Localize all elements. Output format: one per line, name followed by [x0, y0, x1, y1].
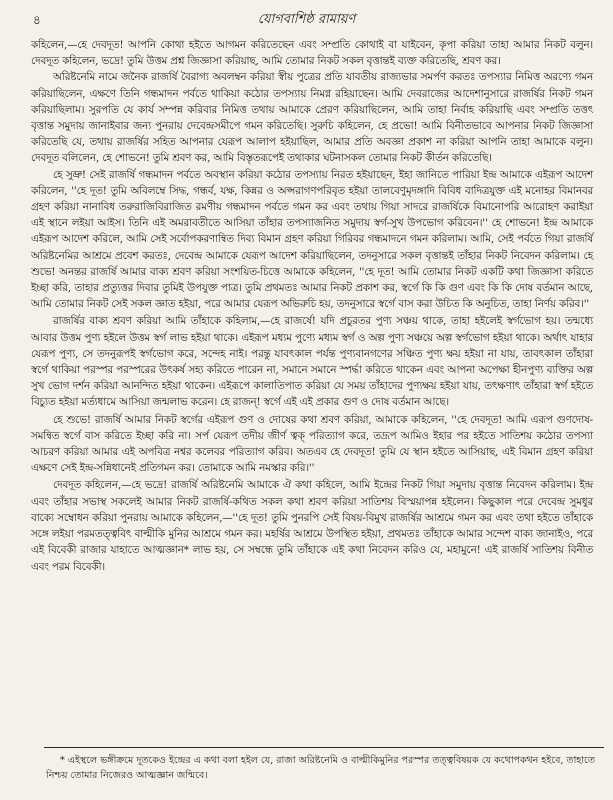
paragraph: অরিষ্টনেমি নামে জনৈক রাজর্ষি বৈরাগ্য অবলম্বন করিয়া স্বীয় পুত্রের প্রতি যাবতীয় রাজ্যভার সমর্পণ করতঃ তপস্যার নিমিত্ত অরণ্যে গমন করিয়াছিলেন, এক্ষণে তিনি গন্ধমাদন পর্বতে থাকিয়া কঠোর তপস্যায় নিমগ্ন রহিয়াছেন। আমি দেবরাজের আদেশানুসারে রাজর্ষির নিকট গমন করিয়াছিলাম। সুরপতি যে কার্য সম্পন্ন করিবার নিমিত্ত তথায় আমাকে প্রেরণ করিয়াছিলেন, আমি তাহা নির্বাহ করিয়াছি এবং সম্প্রতি তত্তৎ বৃত্তান্ত সমুদায় জানাইবার জন্য পুনরায় দেবেন্দ্রসমীপে গমন করিতেছি। সুরুচি কহিলেন, হে প্রভো! আমি বিনীতভাবে আপনার নিকট জিজ্ঞাসা করিতেছি যে, তথায় রাজর্ষির সহিত আপনার যেরূপ আলাপ হইয়াছিল, আমার প্রতি অবজ্ঞা প্রকাশ না করিয়া আপনি তাহা আমাকে বলুন। দেবদূত বলিলেন, হে শোভনে! তুমি শ্রবণ কর, আমি বিস্তৃতরূপেই তথাকার ঘটনাসকল তোমার নিকট কীর্তন করিতেছি। [31, 71, 593, 165]
body-text [31, 37, 593, 575]
paragraph: হে সুভ্রু! সেই রাজর্ষি গন্ধমাদন পর্বতে অবস্থান করিয়া কঠোর তপস্যায় নিরত হইয়াছেন, ইহা জানিতে পারিয়া ইন্দ্র আমাকে এইরূপ আদেশ করিলেন, ''হে দূত! তুমি অবিলম্বে সিদ্ধ, গন্ধর্ব, যক্ষ, কিন্নর ও অপ্সরাগণপরিবৃত হইয়া তালবেণুমৃদঙ্গাদি বিবিধ বাদিত্রযুক্ত এই মনোহর বিমানবর গ্রহণ করিয়া নানাবিধ তরুরাজিবিরাজিত রমণীয় গন্ধমাদন পর্বতে গমন কর এবং তথায় গিয়া সাদরে রাজর্ষিকে বিমানোপরি আরোহণ করাইয়া এই স্থানে লইয়া আইস। তিনি এই অমরাবতীতে আসিয়া তাঁহার তপস্যাজনিত সমুদায় স্বর্গ-সুখ উপভোগ করিবেন।'' হে শোভনে! ইন্দ্র আমাকে এইরূপ আদেশ করিলে, আমি সেই সর্বোপকরণান্বিত দিব্য বিমান গ্রহণ করিয়া গিরিবর গন্ধমাদনে গমন করিলাম। আমি, সেই পর্বতে গিয়া রাজর্ষি অরিষ্টনেমির আশ্রমে প্রবেশ করতঃ, দেবেন্দ্র আমাকে যেরূপ আদেশ করিয়াছিলেন, তদনুসারে সকল বৃত্তান্তই তাঁহার নিকট নিবেদন করিলাম। হে শুভে! অনন্তর রাজর্ষি আমার বাক্য শ্রবণ করিয়া সংশয়িত-চিত্তে আমাকে কহিলেন, ''হে দূত! আমি তোমার নিকট একটি কথা জিজ্ঞাসা করিতে ইচ্ছা করি, তাহার প্রত্যুত্তর দিবার তুমিই উপযুক্ত পাত্র। তুমি প্রথমতঃ আমার নিকট প্রকাশ কর, স্বর্গে কি কি গুণ এবং কি কি দোষ বর্তমান আছে, আমি তোমার নিকট সেই সকল জ্ঞাত হইয়া, পরে আমার যেরূপ অভিরুচি হয়, তদনুসারে স্বর্গে বাস করা উচিত কি অনুচিত, তাহা নির্ণয় করিব।'' [31, 168, 593, 311]
paragraph: কহিলেন,—হে দেবদূত! আপনি কোথা হইতে আগমন করিতেছেন এবং সম্প্রতি কোথাই বা যাইবেন, কৃপা করিয়া তাহা আমার নিকট বলুন। দেবদূত কহিলেন, ভদ্রে! তুমি উত্তম প্রশ্ন জিজ্ঞাসা করিয়াছ, আমি তোমার নিকট সকল বৃত্তান্তই ব্যক্ত করিতেছি, শ্রবণ কর। [31, 39, 593, 68]
footnote-divider [44, 747, 604, 748]
running-header: যোগবাশিষ্ঠ রামায়ণ [257, 12, 356, 27]
footnote: * এইস্থলে ভঙ্গীক্রমে দূতকেও ইন্দ্রের এ কথা বলা হইল যে, রাজা অরিষ্টনেমি ও বাল্মীকিমুনির পরস্পর তত্ত্ববিষয়ক যে কথোপকথন হইবে, তাহাতে নিশ্চয় তোমার নিজেরও আত্মজ্ঞান জন্মিবে। [46, 755, 595, 781]
paragraph: রাজর্ষির বাক্য শ্রবণ করিয়া আমি তাঁহাকে কহিলাম,—হে রাজর্ষে! যদি প্রচুরতর পুণ্য সঞ্চয় থাকে, তাহা হইলেই স্বর্গভোগ হয়। তন্মধ্যে আবার উত্তম পুণ্য হইলে উত্তম স্বর্গ লাভ হইয়া থাকে। এইরূপ মধ্যম পুণ্যে মধ্যম স্বর্গ ও অল্প পুণ্য সঞ্চয়ে অল্প স্বর্গভোগ হইয়া থাকে। অর্থাৎ যাহার যেরূপ পুণ্য, সে তদনুরূপই স্বর্গভোগ করে, সন্দেহ নাই। পরন্তু যাবৎকাল পর্যন্ত পুণ্যবানগণের সঞ্চিত পুণ্য ক্ষয় হইয়া না যায়, তাবৎকাল তাঁহারা স্বর্গে থাকিয়া পরস্পর পরস্পরের উৎকর্ষ সহ্য করিতে পারেন না, সমানে সমানে স্পর্দ্ধা করিতে থাকেন এবং আপনা অপেক্ষা হীনপুণ্য ব্যক্তির অল্প সুখ ভোগ দর্শন করিয়া আনন্দিত হইয়া থাকেন। এইরূপে কালাতিপাত করিয়া যে সময় তাঁহাদের পুণ্যক্ষয় হইয়া যায়, তৎক্ষণাৎ তাঁহারা স্বর্গ হইতে বিচ্যুত হইয়া মর্ত্যধামে আসিয়া জন্মলাভ করেন। হে রাজন্! স্বর্গে এই এই প্রকার গুণ ও দোষ বর্তমান আছে। [31, 315, 593, 409]
paragraph: দেবদূত কহিলেন,—হে ভদ্রে! রাজর্ষি অরিষ্টনেমি আমাকে ঐ কথা কহিলে, আমি ইন্দ্রের নিকট গিয়া সমুদায় বৃত্তান্ত নিবেদন করিলাম। ইন্দ্র এবং তাঁহার সভাস্থ সকলেই আমার নিকট রাজর্ষি-কথিত সকল কথা শ্রবণ করিয়া সাতিশয় বিস্ময়াপন্ন হইলেন। কিছুকাল পরে দেবেন্দ্র সুমধুর বাক্যে সম্বোধন করিয়া পুনরায় আমাকে কহিলেন,—''হে দূত! তুমি পুনরপি সেই বিষয়-বিমুখ রাজর্ষির আশ্রমে গমন কর এবং তথা হইতে তাঁহাকে সঙ্গে লইয়া পরমতত্ত্ববিৎ বাল্মীকি মুনির আশ্রমে গমন কর। মহর্ষির আশ্রমে উপস্থিত হইয়া, প্রথমতঃ তাঁহাকে আমার সন্দেশ বাক্য জানাইও, পরে এই বিবেকী রাজার যাহাতে আত্মজ্ঞান* লাভ হয়, সে সম্বন্ধে তুমি তাঁহাকে এই কথা নিবেদন করিও যে, মহামুনে! এই রাজর্ষি সাতিশয় বিনীত এবং পরম বিবেকী। [31, 479, 593, 573]
page-number: ৪ [33, 13, 41, 27]
paragraph: হে শুভে! রাজর্ষি আমার নিকট স্বর্গের এইরূপ গুণ ও দোষের কথা শ্রবণ করিয়া, আমাকে কহিলেন, ''হে দেবদূত! আমি এরূপ গুণদোষ-সমন্বিত স্বর্গে বাস করিতে ইচ্ছা করি না। সর্প যেরূপ তদীয় জীর্ণ ত্বক্ পরিত্যাগ করে, তদ্রূপ আমিও ইহার পর হইতে সাতিশয় কঠোর তপস্যা আচরণ করিয়া আমার এই অপবিত্র নশ্বর কলেবর পরিত্যাগ করিব। অতএব হে দেবদূত! তুমি যে স্থান হইতে আসিয়াছ, এই বিমান গ্রহণ করিয়া এক্ষণে সেই ইন্দ্র-সন্নিধানেই প্রতিগমন কর। তোমাকে আমি নমস্কার করি।'' [31, 413, 593, 475]
